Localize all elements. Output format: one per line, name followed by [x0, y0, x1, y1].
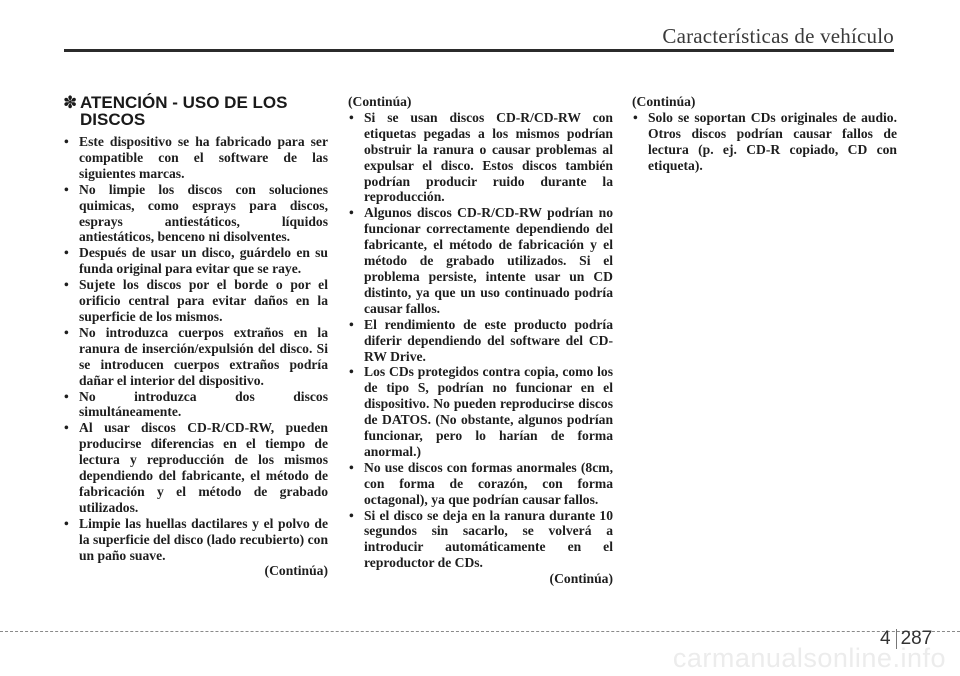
- list-item: • Los CDs protegidos contra copia, como los de tipo S, podrían no funcionar en el dispositivo. No pueden reproducirse discos de DATOS. (No obstante, algunos podrían funcionar, pero lo harían de forma anormal.): [348, 364, 613, 459]
- list-item: • Sujete los discos por el borde o por el orificio central para evitar daños en la superficie de los mismos.: [63, 277, 328, 325]
- section-heading: [63, 94, 328, 128]
- list-item: • Limpie las huellas dactilares y el polvo de la superficie del disco (lado recubierto) con un paño suave.: [63, 516, 328, 564]
- heading-line-2: DISCOS: [80, 110, 146, 129]
- list-item: • Solo se soportan CDs originales de audio. Otros discos podrían causar fallos de lectura (p. ej. CD-R copiado, CD con etiqueta).: [632, 110, 897, 174]
- list-item: • El rendimiento de este producto podría diferir dependiendo del software del CD-RW Drive.: [348, 317, 613, 365]
- list-item: • No introduzca dos discos simultáneamente.: [63, 389, 328, 421]
- chapter-number: 4: [880, 628, 891, 649]
- list-item: • Si se usan discos CD-R/CD-RW con etiquetas pegadas a los mismos podrían obstruir la ranura o causar problemas al expulsar el disco. Estos discos también podrían producir ruido durante la reproducción.: [348, 110, 613, 205]
- list-item: • Algunos discos CD-R/CD-RW podrían no funcionar correctamente dependiendo del fabricante, el método de fabricación y el método de grabado utilizados. Si el problema persiste, intente usar un CD distinto, ya que un uso continuado podría causar fallos.: [348, 205, 613, 316]
- header-rule: [64, 49, 894, 52]
- bullet-list: [348, 110, 613, 571]
- heading-text: [80, 94, 287, 128]
- list-item: • Este dispositivo se ha fabricado para ser compatible con el software de las siguientes marcas.: [63, 134, 328, 182]
- footer-rule: [0, 631, 960, 632]
- list-item: • No introduzca cuerpos extraños en la ranura de inserción/expulsión del disco. Si se introducen cuerpos extraños podría dañar el interior del dispositivo.: [63, 325, 328, 389]
- column-2: [348, 94, 613, 587]
- list-item: • No use discos con formas anormales (8cm, con forma de corazón, con forma octagonal), ya que podrían causar fallos.: [348, 460, 613, 508]
- page-number-value: 287: [900, 628, 933, 649]
- heading-line-1: ATENCIÓN - USO DE LOS: [80, 93, 288, 112]
- header-title: Características de vehículo: [662, 24, 894, 48]
- watermark: carmanualsonline.info: [672, 643, 946, 673]
- list-item: • No limpie los discos con soluciones quimicas, como esprays para discos, esprays antiestáticos, líquidos antiestáticos, benceno ni disolventes.: [63, 182, 328, 246]
- column-1: [63, 94, 328, 579]
- continued-label: (Continúa): [264, 563, 328, 579]
- continued-label: (Continúa): [632, 94, 696, 109]
- continued-label: (Continúa): [348, 94, 412, 109]
- asterisk-icon: ✽: [63, 93, 78, 112]
- bullet-list: [63, 134, 328, 563]
- bullet-list: [632, 110, 897, 174]
- list-item: • Al usar discos CD-R/CD-RW, pueden producirse diferencias en el tiempo de lectura y reproducción de los mismos dependiendo del fabricante, el método de fabricación y el método de grabado utilizados.: [63, 420, 328, 515]
- continued-label: (Continúa): [549, 571, 613, 587]
- list-item: • Si el disco se deja en la ranura durante 10 segundos sin sacarlo, se volverá a introducir automáticamente en el reproductor de CDs.: [348, 508, 613, 572]
- list-item: • Después de usar un disco, guárdelo en su funda original para evitar que se raye.: [63, 245, 328, 277]
- column-3: [632, 94, 897, 174]
